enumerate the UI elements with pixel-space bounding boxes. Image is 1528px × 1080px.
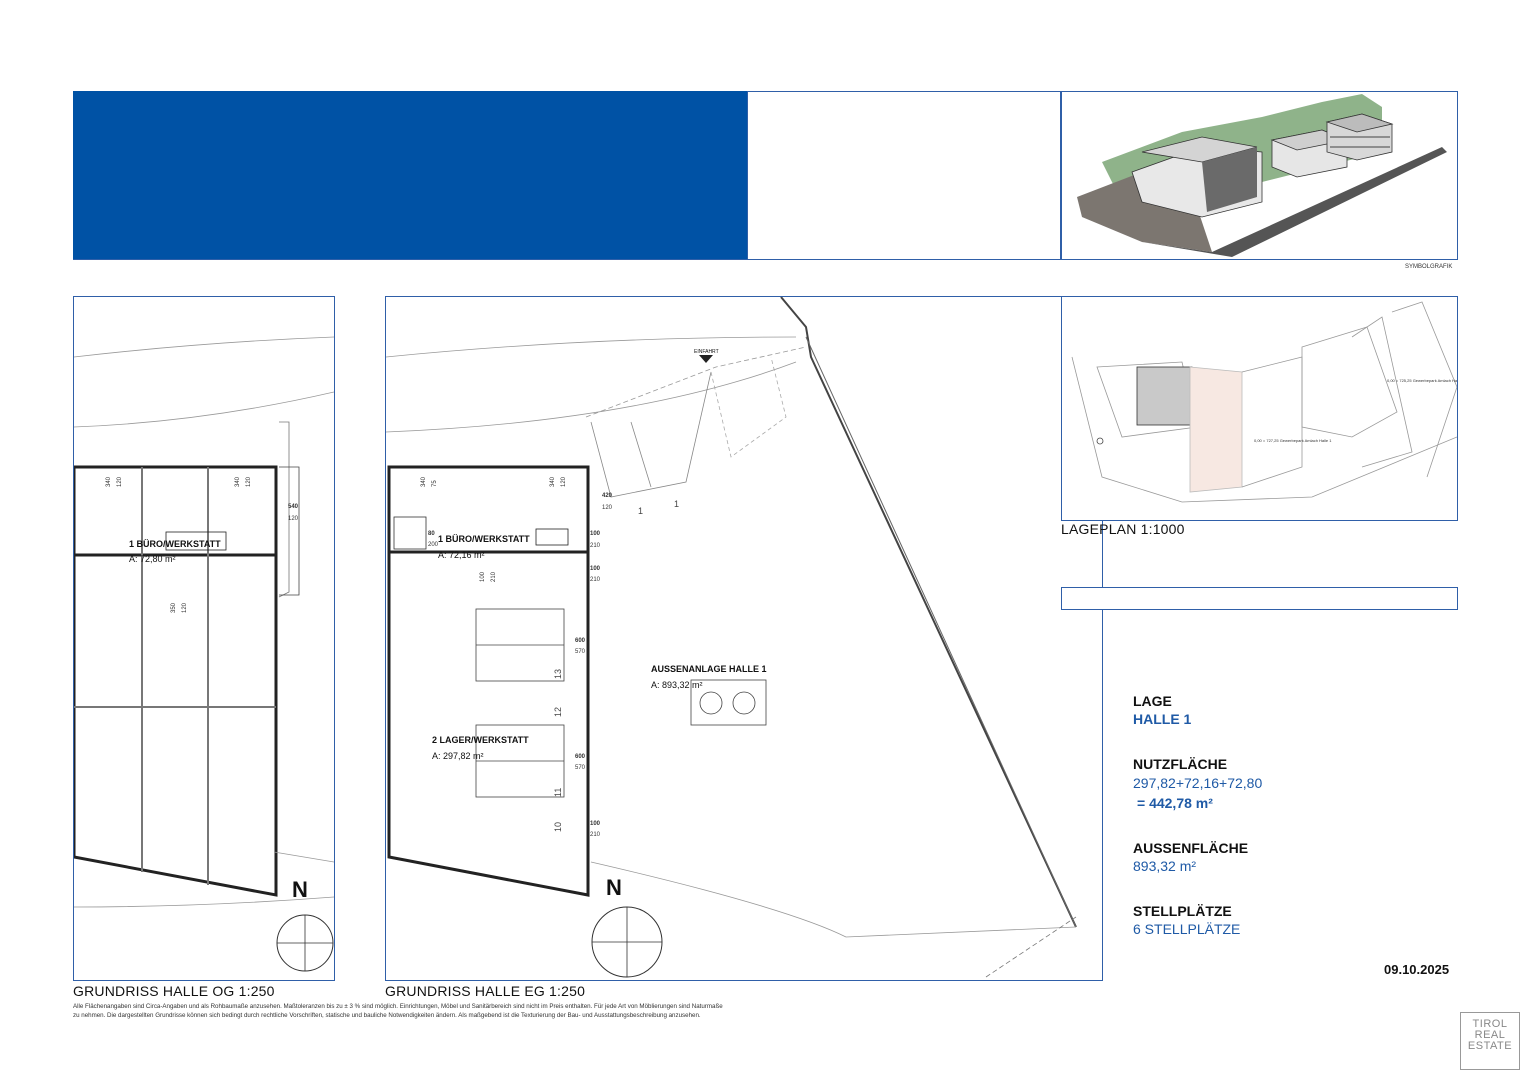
og-plan-caption: GRUNDRISS HALLE OG 1:250 <box>73 983 275 999</box>
svg-text:1: 1 <box>638 506 644 516</box>
lage-value: HALLE 1 <box>1133 711 1192 727</box>
svg-text:210: 210 <box>491 571 497 582</box>
svg-text:100: 100 <box>480 571 486 582</box>
building-rendering-image <box>1062 92 1457 259</box>
aussenflaeche-label: AUSSENFLÄCHE <box>1133 840 1249 856</box>
svg-text:420: 420 <box>602 493 613 499</box>
svg-text:12: 12 <box>553 706 563 717</box>
eg-room1-name: 1 BÜRO/WERKSTATT <box>438 534 530 544</box>
og-room-name: 1 BÜRO/WERKSTATT <box>129 539 221 549</box>
svg-text:600: 600 <box>575 638 586 644</box>
svg-text:570: 570 <box>575 765 586 771</box>
nutzflaeche-total: = 442,78 m² <box>1137 795 1213 811</box>
header-rule <box>73 259 1458 260</box>
eg-north-label: N <box>606 875 622 900</box>
nutzflaeche-label: NUTZFLÄCHE <box>1133 756 1228 772</box>
og-north-label: N <box>292 877 308 902</box>
lageplan-frame <box>1061 296 1458 521</box>
header-blank-box <box>747 91 1061 260</box>
svg-text:340: 340 <box>550 476 556 487</box>
lageplan-caption: LAGEPLAN 1:1000 <box>1061 521 1185 537</box>
stellplaetze-value: 6 STELLPLÄTZE <box>1133 921 1241 937</box>
disclaimer-line-1: Alle Flächenangaben sind Circa-Angaben und als Rohbaumaße anzusehen. Maßtoleranzen bis zu ± 3 % sind möglich. Einrichtungen, Möbel und Sanitärbereich sind nicht im Preis enthalten. Für jede Art von Möblierungen sind Naturmaße <box>73 1003 723 1010</box>
document-date: 09.10.2025 <box>1384 962 1450 977</box>
svg-text:210: 210 <box>590 832 601 838</box>
stellplaetze-label: STELLPLÄTZE <box>1133 903 1232 919</box>
eg-entry-label: EINFAHRT <box>694 349 719 355</box>
eg-plan-caption: GRUNDRISS HALLE EG 1:250 <box>385 983 586 999</box>
og-room-area: A: 72,80 m² <box>129 554 176 564</box>
svg-text:120: 120 <box>561 476 567 487</box>
svg-text:80: 80 <box>428 531 435 537</box>
empty-field-box <box>1061 587 1458 610</box>
logo-line-3: ESTATE <box>1467 1040 1513 1052</box>
eg-plan-frame <box>385 296 1103 981</box>
lage-label: LAGE <box>1133 693 1172 709</box>
svg-text:120: 120 <box>288 516 299 522</box>
svg-text:11: 11 <box>553 787 563 797</box>
svg-text:540: 540 <box>288 504 299 510</box>
svg-text:340: 340 <box>235 476 241 487</box>
eg-room2-name: 2 LAGER/WERKSTATT <box>432 735 529 745</box>
svg-text:120: 120 <box>117 476 123 487</box>
lageplan-label-halle1: 0,00 = 727,25 Gewerbepark Amlach Halle 1 <box>1254 438 1332 443</box>
svg-text:120: 120 <box>182 602 188 613</box>
svg-text:340: 340 <box>421 476 427 487</box>
svg-text:340: 340 <box>106 476 112 487</box>
svg-text:10: 10 <box>553 821 563 832</box>
lageplan-label-halle2: 0,00 = 725,25 Gewerbepark Amlach Halle 2 <box>1387 378 1457 383</box>
svg-text:100: 100 <box>590 566 601 572</box>
header-blue-banner <box>73 91 747 259</box>
disclaimer-line-2: zu nehmen. Die dargestellten Grundrisse können sich bedingt durch rechtliche Vorschriften, statische und bauliche Notwendigkeiten ändern. Als maßgebend ist die Texturierung der Bau- und Ausstattungsbeschreibung anzusehen. <box>73 1012 701 1019</box>
logo-line-2: REAL <box>1474 1029 1506 1041</box>
nutzflaeche-sum: 297,82+72,16+72,80 <box>1133 775 1263 791</box>
svg-text:210: 210 <box>590 543 601 549</box>
eg-outdoor-area: A: 893,32 m² <box>651 680 703 690</box>
svg-text:75: 75 <box>432 480 438 487</box>
svg-text:350: 350 <box>171 602 177 613</box>
svg-text:200: 200 <box>428 542 439 548</box>
svg-text:100: 100 <box>590 531 601 537</box>
svg-text:1: 1 <box>674 499 680 509</box>
aussenflaeche-value: 893,32 m² <box>1133 858 1197 874</box>
image-caption: SYMBOLGRAFIK <box>1405 264 1453 270</box>
tirol-real-estate-logo <box>1460 1012 1520 1070</box>
svg-text:570: 570 <box>575 649 586 655</box>
svg-text:210: 210 <box>590 577 601 583</box>
og-plan-frame <box>73 296 335 981</box>
eg-room1-area: A: 72,16 m² <box>438 550 485 560</box>
eg-outdoor-name: AUSSENANLAGE HALLE 1 <box>651 664 767 674</box>
svg-text:120: 120 <box>246 476 252 487</box>
svg-text:100: 100 <box>590 821 601 827</box>
svg-text:120: 120 <box>602 505 613 511</box>
header-image-box <box>1061 91 1458 260</box>
logo-line-1: TIROL <box>1472 1018 1508 1030</box>
svg-text:13: 13 <box>553 668 563 679</box>
svg-text:600: 600 <box>575 754 586 760</box>
eg-room2-area: A: 297,82 m² <box>432 751 484 761</box>
